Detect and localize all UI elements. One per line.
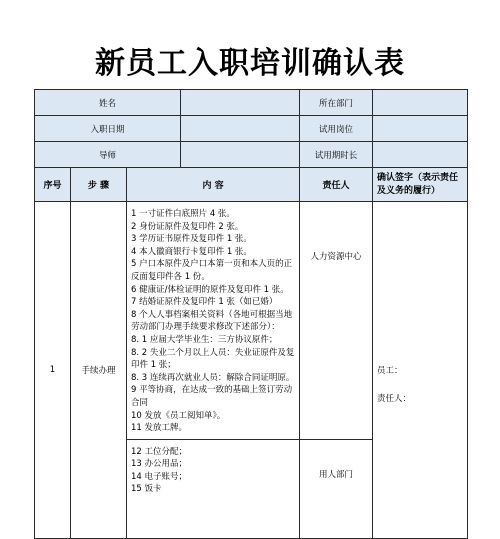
step-row-1 — [35, 202, 468, 440]
row-step: 手续办理 — [71, 202, 127, 539]
sign-cell[interactable] — [373, 202, 468, 539]
content-item: 2 身份证原件及复印件 2 张。 — [131, 221, 244, 232]
content-item: 12 工位分配； — [131, 446, 188, 457]
header-row — [35, 168, 468, 202]
sign-owner-label: 责任人： — [377, 394, 412, 404]
owner-hr: 人力资源中心 — [300, 202, 373, 440]
page-title: 新员工入职培训确认表 — [95, 46, 405, 81]
mentor-value[interactable] — [181, 142, 300, 168]
info-row-name — [35, 90, 468, 116]
owner-dept: 用人部门 — [300, 439, 373, 538]
header-owner: 责任人 — [300, 168, 373, 202]
content-item: 14 电子账号； — [131, 471, 188, 482]
info-row-mentor — [35, 142, 468, 168]
period-label: 试用期时长 — [300, 142, 373, 168]
content-item: 3 学历证书原件及复印件 1 张。 — [131, 234, 252, 245]
row-number: 1 — [35, 202, 71, 539]
onboarding-table — [34, 89, 468, 539]
content-list-2 — [127, 439, 300, 538]
content-item: 13 办公用品； — [131, 459, 188, 470]
dept-value[interactable] — [373, 90, 468, 116]
post-value[interactable] — [373, 116, 468, 142]
dept-label: 所在部门 — [300, 90, 373, 116]
info-row-date — [35, 116, 468, 142]
content-item: 4 本人徽商银行卡复印件 1 张。 — [131, 246, 252, 257]
content-item: 5 户口本原件及户口本第一页和本人页的正反面复印件各 1 份。 — [131, 259, 293, 282]
name-label: 姓名 — [35, 90, 181, 116]
content-item: 6 健康证/体检证明的原件及复印件 1 张。 — [131, 284, 289, 295]
content-item: 15 饭卡 — [131, 484, 162, 495]
content-item: 9 平等协商，在达成一致的基础上签订劳动合同 — [131, 385, 293, 408]
content-item: 10 发放《员工阅知单》。 — [131, 410, 226, 421]
header-content: 内 容 — [127, 168, 300, 202]
content-item: 8. 3 连续再次就业人员：解除合同证明原。 — [131, 372, 295, 383]
content-item: 1 一寸证件白底照片 4 张。 — [131, 209, 235, 219]
header-step: 步 骤 — [71, 168, 127, 202]
period-value[interactable] — [373, 142, 468, 168]
date-label: 入职日期 — [35, 116, 181, 142]
content-item: 8 个人人事档案相关资料（各地可根据当地劳动部门办理手续要求修改下述部分）： — [131, 309, 293, 333]
content-item: 11 发放工牌。 — [131, 423, 188, 434]
date-value[interactable] — [181, 116, 300, 142]
content-item: 8. 1 应届大学毕业生：三方协议原件； — [131, 334, 278, 345]
header-no: 序号 — [35, 168, 71, 202]
header-sign: 确认签字（表示责任及义务的履行） — [373, 168, 468, 202]
content-list — [127, 202, 300, 440]
content-item: 7 结婚证原件及复印件 1 张（如已婚） — [131, 297, 278, 308]
mentor-label: 导师 — [35, 142, 181, 168]
content-item: 8. 2 失业二个月以上人员：失业证原件及复印件 1 张； — [131, 347, 295, 371]
sign-staff-label: 员工： — [377, 366, 403, 376]
post-label: 试用岗位 — [300, 116, 373, 142]
name-value[interactable] — [181, 90, 300, 116]
